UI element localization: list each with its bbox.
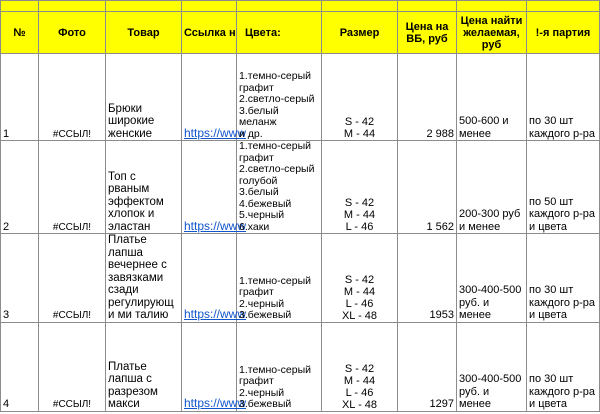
color-item: 2.черный <box>239 386 285 399</box>
header-price-want[interactable]: Цена найти желаемая, руб <box>457 12 527 54</box>
header-link[interactable]: Ссылка н <box>182 12 237 54</box>
color-item: 1.темно-серый графит <box>239 70 311 94</box>
product-link[interactable]: https://www <box>184 218 247 233</box>
cell-sizes[interactable] <box>322 54 398 141</box>
cell-photo[interactable]: #ССЫЛ! <box>39 54 106 141</box>
color-item: и др. <box>239 127 263 140</box>
cell-product[interactable]: Брюки широкие женские <box>106 54 182 141</box>
color-item: 1.темно-серый графит <box>239 274 311 298</box>
cell-price-want[interactable]: 200-300 руб и менее <box>457 141 527 234</box>
cell-num[interactable]: 3 <box>1 234 39 323</box>
cell-batch[interactable]: по 30 шт каждого р-ра и цвета <box>527 322 600 411</box>
size-item: L - 46 <box>345 386 374 399</box>
size-item: M - 44 <box>343 209 376 221</box>
cell-price-want[interactable]: 300-400-500 руб. и менее <box>457 322 527 411</box>
product-link[interactable]: https://www <box>184 396 247 410</box>
cell-num[interactable]: 4 <box>1 322 39 411</box>
cell-link[interactable] <box>182 234 247 323</box>
product-link[interactable]: https://www <box>184 125 247 140</box>
header-size[interactable]: Размер <box>322 12 398 54</box>
cell-link[interactable] <box>182 54 247 141</box>
header-photo[interactable]: Фото <box>39 12 106 54</box>
header-num[interactable]: № <box>1 12 39 54</box>
cell-sizes[interactable] <box>322 322 398 411</box>
cell-colors[interactable] <box>237 141 322 234</box>
cell-photo[interactable]: #ССЫЛ! <box>39 322 106 411</box>
size-item: S - 42 <box>344 116 375 128</box>
header-top-row <box>1 1 600 12</box>
header-top-cell[interactable] <box>1 1 39 12</box>
cell-product[interactable]: Платье лапша вечернее с завязками сзади регулирующи ми талию <box>106 234 182 323</box>
table-row <box>1 54 600 141</box>
header-top-cell[interactable] <box>237 1 322 12</box>
product-link[interactable]: https://www <box>184 307 247 321</box>
cell-price-want[interactable]: 300-400-500 руб. и менее <box>457 234 527 323</box>
cell-price-want[interactable]: 500-600 и менее <box>457 54 527 141</box>
size-item: L - 46 <box>345 297 374 310</box>
size-item: M - 44 <box>343 128 376 140</box>
color-item: 2.светло-серый голубой <box>239 163 315 187</box>
cell-batch[interactable]: по 30 шт каждого р-ра <box>527 54 600 141</box>
header-price-wb[interactable]: Цена на ВБ, руб <box>398 12 457 54</box>
header-top-cell[interactable] <box>182 1 237 12</box>
cell-price-wb[interactable]: 2 988 <box>398 54 457 141</box>
cell-product[interactable]: Топ с рваным эффектом хлопок и эластан <box>106 141 182 234</box>
color-item: 1.темно-серый графит <box>239 363 311 387</box>
header-top-cell[interactable] <box>106 1 182 12</box>
header-row <box>1 12 600 54</box>
color-item: 2.черный <box>239 297 285 310</box>
cell-photo[interactable]: #ССЫЛ! <box>39 141 106 234</box>
cell-num[interactable]: 1 <box>1 54 39 141</box>
header-top-cell[interactable] <box>398 1 457 12</box>
color-item: 5.черный <box>239 209 285 221</box>
size-item: XL - 48 <box>341 398 378 411</box>
header-batch[interactable]: !-я партия <box>527 12 600 54</box>
color-item: 1.темно-серый графит <box>239 140 311 164</box>
table-row <box>1 141 600 234</box>
color-item: 2.светло-серый <box>239 93 315 105</box>
cell-price-wb[interactable]: 1 562 <box>398 141 457 234</box>
table-row <box>1 234 600 323</box>
cell-batch[interactable]: по 50 шт каждого р-ра и цвета <box>527 141 600 234</box>
size-item: XL - 48 <box>341 309 378 322</box>
header-top-cell[interactable] <box>527 1 600 12</box>
color-item: 3.белый меланж <box>239 104 279 128</box>
cell-product[interactable]: Платье лапша с разрезом макси <box>106 322 182 411</box>
cell-photo[interactable]: #ССЫЛ! <box>39 234 106 323</box>
cell-num[interactable]: 2 <box>1 141 39 234</box>
color-item: 6.хаки <box>239 220 270 233</box>
cell-colors[interactable] <box>237 322 322 411</box>
size-item: L - 46 <box>345 221 374 233</box>
header-top-cell[interactable] <box>39 1 106 12</box>
table-row <box>1 322 600 411</box>
size-item: M - 44 <box>343 374 376 387</box>
cell-link[interactable] <box>182 141 247 234</box>
size-item: S - 42 <box>344 362 375 375</box>
color-item: 3.бежевый <box>239 398 292 410</box>
header-top-cell[interactable] <box>322 1 398 12</box>
cell-link[interactable] <box>182 322 247 411</box>
cell-price-wb[interactable]: 1953 <box>398 234 457 323</box>
size-item: M - 44 <box>343 285 376 298</box>
header-product[interactable]: Товар <box>106 12 182 54</box>
color-item: 3.белый <box>239 186 279 198</box>
cell-sizes[interactable] <box>322 141 398 234</box>
cell-batch[interactable]: по 30 шт каждого р-ра и цвета <box>527 234 600 323</box>
size-item: S - 42 <box>344 273 375 286</box>
cell-price-wb[interactable]: 1297 <box>398 322 457 411</box>
cell-colors[interactable] <box>237 54 322 141</box>
cell-sizes[interactable] <box>322 234 398 323</box>
cell-colors[interactable] <box>237 234 322 323</box>
size-item: S - 42 <box>344 197 375 209</box>
header-colors[interactable]: Цвета: <box>237 12 322 54</box>
header-top-cell[interactable] <box>457 1 527 12</box>
color-item: 4.бежевый <box>239 197 292 210</box>
color-item: 3.бежевый <box>239 309 292 321</box>
